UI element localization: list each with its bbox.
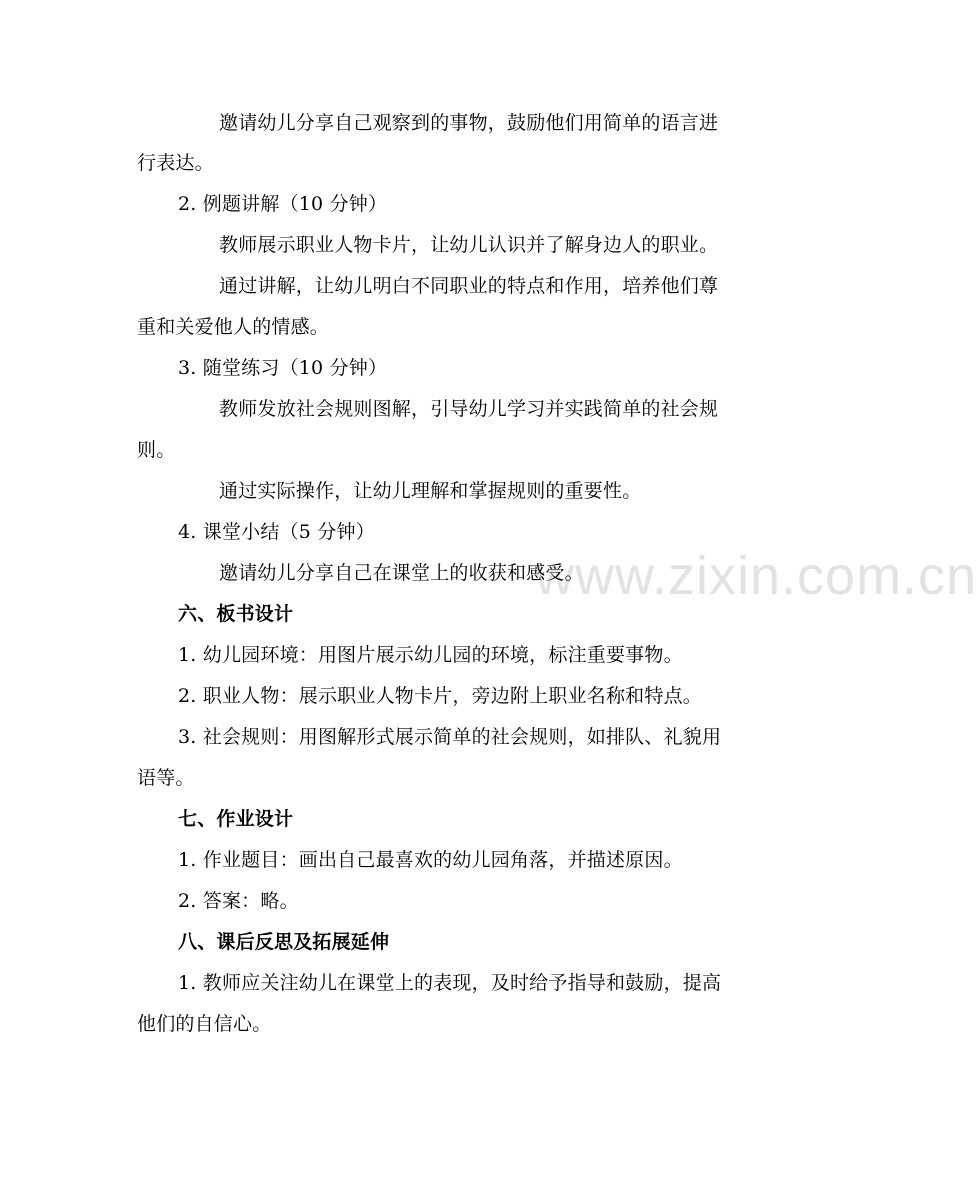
paragraph-line: 教师展示职业人物卡片，让幼儿认识并了解身边人的职业。: [219, 234, 719, 256]
list-item-heading: 3. 随堂练习（10 分钟）: [178, 357, 388, 379]
paragraph-line: 通过实际操作，让幼儿理解和掌握规则的重要性。: [219, 480, 642, 502]
section-heading: 六、板书设计: [178, 603, 294, 625]
list-item-heading: 4. 课堂小结（5 分钟）: [178, 521, 375, 543]
paragraph-line: 则。: [137, 439, 176, 461]
section-heading: 八、课后反思及拓展延伸: [178, 931, 390, 953]
list-item: 1. 作业题目：画出自己最喜欢的幼儿园角落，并描述原因。: [178, 849, 683, 871]
paragraph-line: 邀请幼儿分享自己观察到的事物，鼓励他们用简单的语言进: [219, 112, 719, 134]
list-item: 2. 答案：略。: [178, 890, 299, 912]
list-item: 1. 教师应关注幼儿在课堂上的表现，及时给予指导和鼓励，提高: [178, 972, 722, 994]
paragraph-line: 邀请幼儿分享自己在课堂上的收获和感受。: [219, 562, 584, 584]
section-heading: 七、作业设计: [178, 808, 294, 830]
paragraph-line: 语等。: [137, 767, 195, 789]
paragraph-line: 通过讲解，让幼儿明白不同职业的特点和作用，培养他们尊: [219, 275, 719, 297]
paragraph-line: 重和关爱他人的情感。: [137, 316, 330, 338]
paragraph-line: 他们的自信心。: [137, 1013, 272, 1035]
paragraph-line: 教师发放社会规则图解，引导幼儿学习并实践简单的社会规: [219, 398, 719, 420]
list-item: 1. 幼儿园环境：用图片展示幼儿园的环境，标注重要事物。: [178, 644, 683, 666]
paragraph-line: 行表达。: [137, 152, 214, 174]
list-item: 3. 社会规则：用图解形式展示简单的社会规则，如排队、礼貌用: [178, 726, 722, 748]
list-item-heading: 2. 例题讲解（10 分钟）: [178, 193, 388, 215]
list-item: 2. 职业人物：展示职业人物卡片，旁边附上职业名称和特点。: [178, 685, 702, 707]
watermark: www.zixin.com.cn: [535, 546, 977, 606]
